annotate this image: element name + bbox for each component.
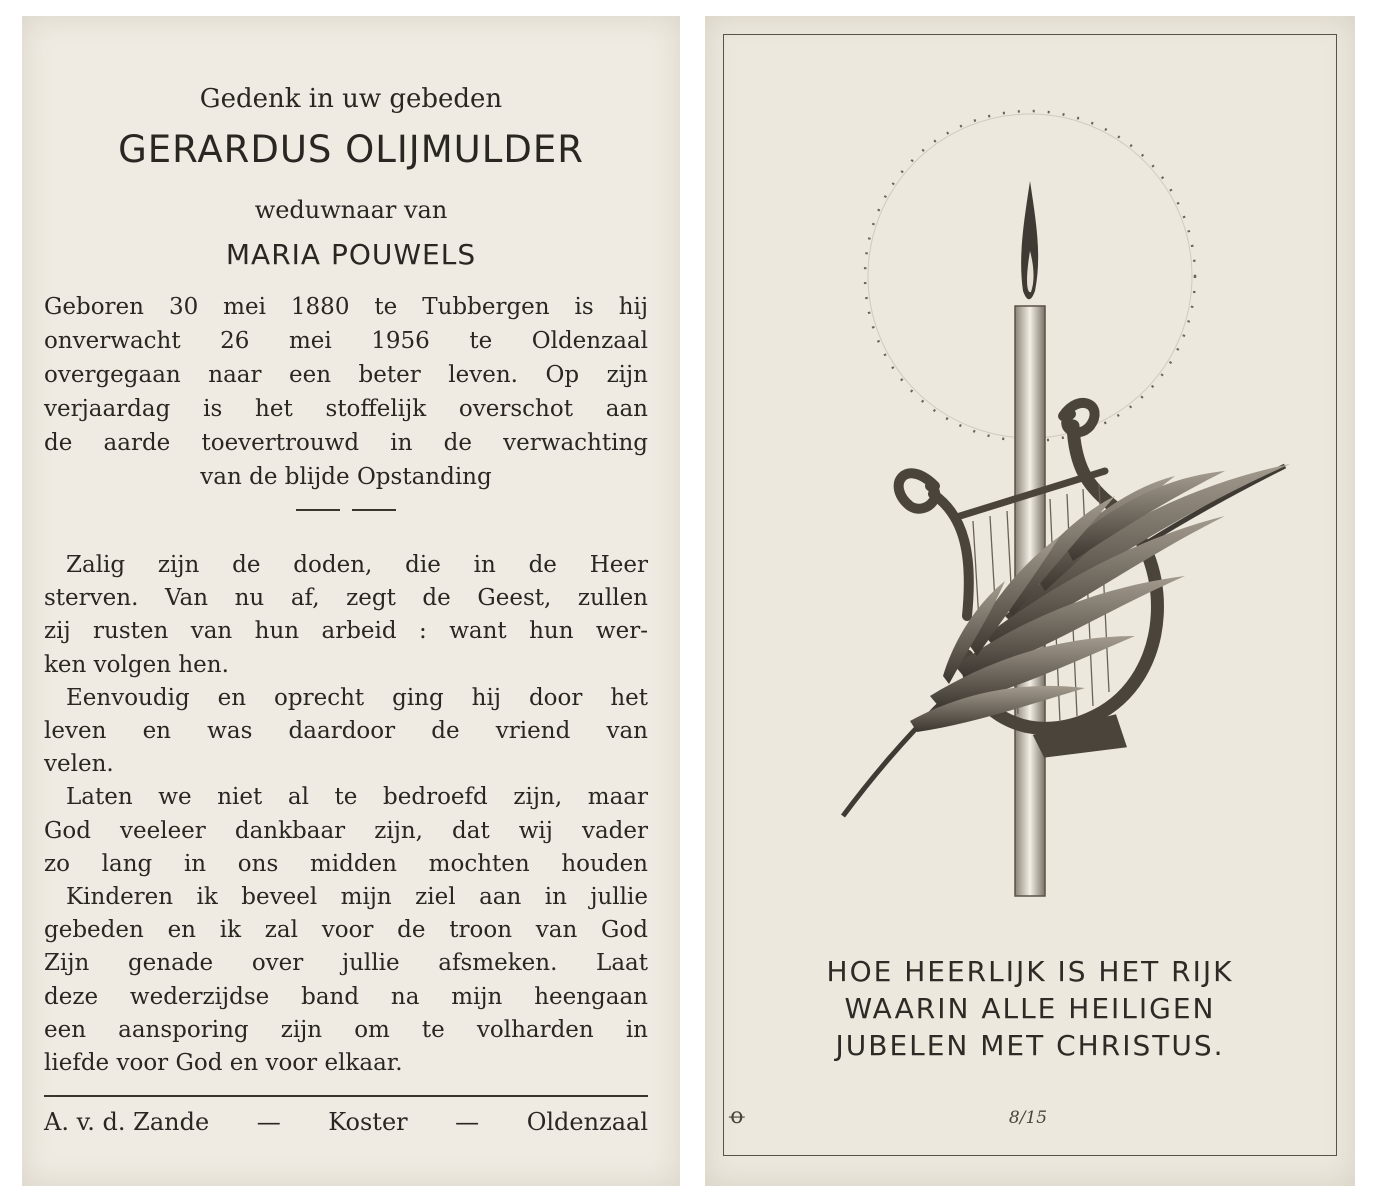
spouse-name: MARIA POUWELS: [225, 238, 477, 271]
footer-dash: —: [455, 1108, 480, 1136]
quote-line: Eenvoudig en oprecht ging hij door het: [66, 684, 648, 711]
intro-line: Gedenk in uw gebeden: [199, 84, 503, 114]
separator-dashes: [296, 509, 396, 511]
bio-line: verjaardag is het stoffelijk overschot aan: [44, 396, 648, 422]
memorial-card-image-side: [705, 16, 1355, 1186]
quote-line: een aansporing zijn om te volharden in: [44, 1016, 648, 1043]
motto-text: [705, 953, 1355, 1064]
printer-footer: [44, 1108, 648, 1136]
biography-paragraph: [44, 290, 648, 494]
quote-line: gebeden en ik zal voor de troon van God: [44, 917, 648, 944]
quote-line: leven en was daardoor de vriend van: [44, 718, 648, 745]
printer-role: Koster: [328, 1108, 408, 1136]
quote-line: zij rusten van hun arbeid : want hun wer-: [44, 618, 648, 645]
memorial-card-text-side: [22, 16, 680, 1186]
quote-line: sterven. Van nu af, zegt de Geest, zullen: [44, 585, 648, 612]
printer-city: Oldenzaal: [526, 1108, 648, 1136]
printer-name: A. v. d. Zande: [44, 1108, 210, 1136]
quote-line: Zijn genade over jullie afsmeken. Laat: [44, 950, 648, 977]
footer-rule: [44, 1095, 648, 1097]
motto-line: WAARIN ALLE HEILIGEN: [844, 992, 1216, 1025]
bio-line: de aarde toevertrouwd in de verwachting: [44, 430, 648, 456]
quote-line: God veeleer dankbaar zijn, dat wij vader: [44, 817, 648, 844]
footer-dash: —: [256, 1108, 281, 1136]
quote-line: ken volgen hen.: [44, 651, 229, 678]
quote-line: deze wederzijdse band na mijn heengaan: [44, 983, 648, 1010]
quote-line: liefde voor God en voor elkaar.: [44, 1050, 403, 1077]
monogram-icon: ꝋ: [729, 1104, 745, 1129]
serial-number: 8/15: [1008, 1108, 1048, 1128]
bio-line: overgegaan naar een beter leven. Op zijn: [44, 362, 648, 388]
bio-line: van de blijde Opstanding: [200, 464, 492, 490]
bio-line: Geboren 30 mei 1880 te Tubbergen is hij: [44, 294, 648, 320]
quote-paragraphs: [44, 549, 648, 1080]
quote-line: Laten we niet al te bedroefd zijn, maar: [66, 784, 648, 811]
quote-line: velen.: [44, 751, 114, 778]
bio-line: onverwacht 26 mei 1956 te Oldenzaal: [44, 328, 648, 354]
deceased-name: GERARDUS OLIJMULDER: [118, 128, 584, 171]
quote-line: zo lang in ons midden mochten houden: [44, 850, 648, 877]
palm-branch-icon: [843, 464, 1290, 816]
widower-of-line: weduwnaar van: [254, 196, 448, 224]
quote-line: Zalig zijn de doden, die in de Heer: [66, 552, 648, 578]
motto-line: HOE HEERLIJK IS HET RIJK: [826, 955, 1234, 988]
motto-line: JUBELEN MET CHRISTUS.: [835, 1029, 1225, 1062]
quote-line: Kinderen ik beveel mijn ziel aan in jullie: [66, 884, 648, 911]
